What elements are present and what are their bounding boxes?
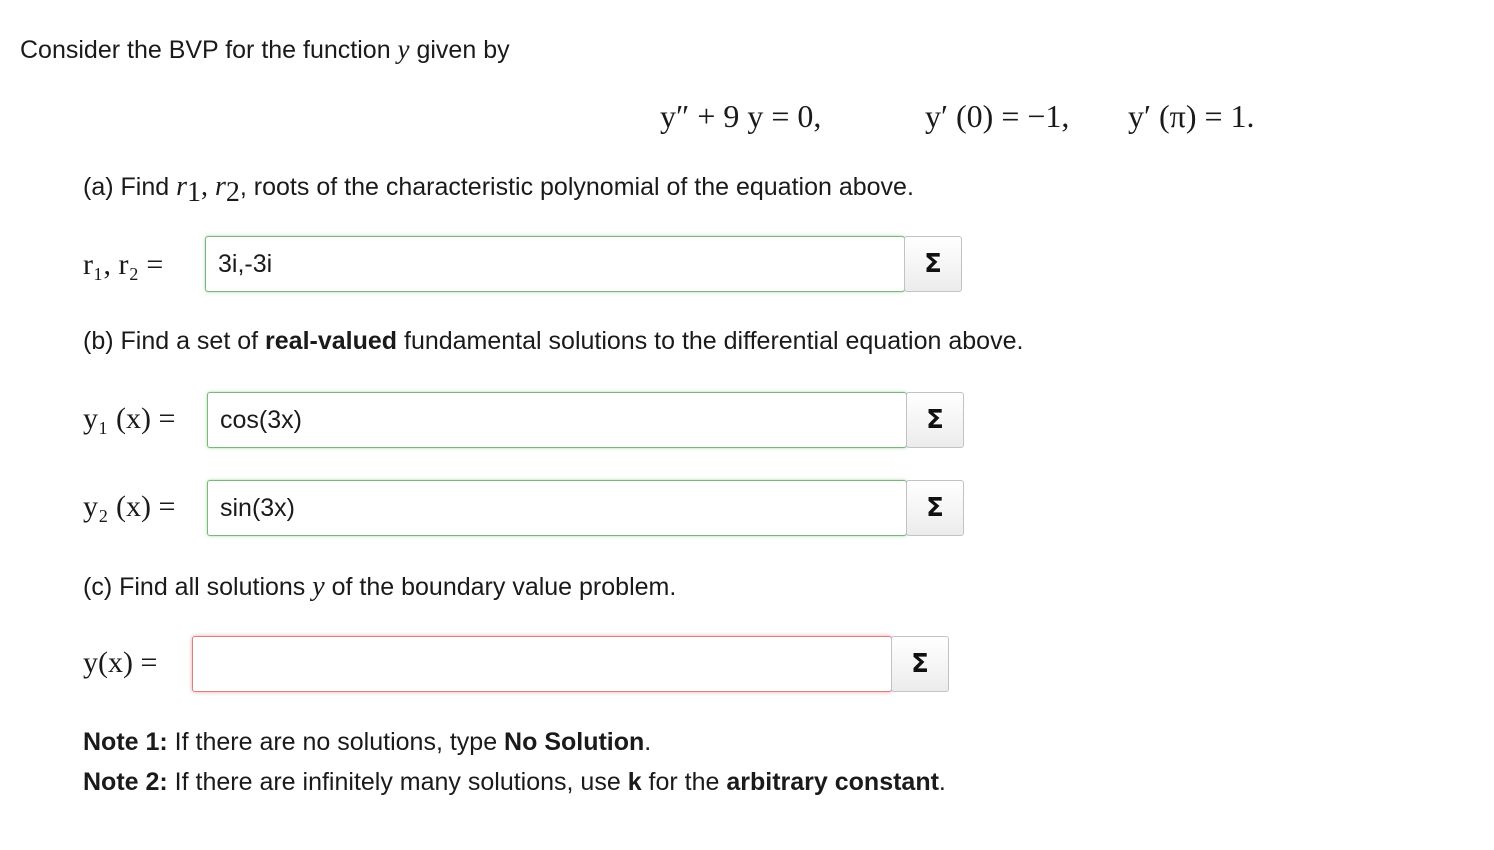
note-2-end: . xyxy=(938,768,946,796)
note-1-bold: No Solution xyxy=(504,728,645,756)
note-1 xyxy=(83,728,651,757)
question-b-suffix: fundamental solutions to the differential equation above. xyxy=(397,327,1024,355)
intro-text-after: given by xyxy=(409,36,510,64)
y2-answer-box xyxy=(207,480,907,536)
sigma-icon: Σ xyxy=(926,405,944,435)
note-2-bold: arbitrary constant xyxy=(726,768,939,796)
note-2-label: Note 2: xyxy=(83,768,168,796)
question-a-suffix: , roots of the characteristic polynomial of the equation above. xyxy=(239,173,914,201)
question-a-prefix: (a) Find xyxy=(83,173,177,201)
y2-input[interactable] xyxy=(208,481,906,535)
boundary-condition-2: y′ (π) = 1. xyxy=(1128,98,1255,134)
note-1-end: . xyxy=(644,728,652,756)
boundary-condition-1: y′ (0) = −1, xyxy=(925,98,1070,134)
y1-label: y₁ (x) = xyxy=(83,402,176,435)
question-b-bold: real-valued xyxy=(265,327,398,355)
y-input[interactable] xyxy=(193,637,891,691)
question-b xyxy=(83,327,1023,356)
ode-equation: y″ + 9 y = 0, xyxy=(660,98,822,134)
intro-function-var: y xyxy=(397,34,410,64)
bvp-equation xyxy=(0,98,1,99)
problem-intro xyxy=(20,34,510,65)
sigma-icon: Σ xyxy=(924,249,942,279)
r-comma: , xyxy=(201,171,215,202)
question-c-var: y xyxy=(312,571,325,602)
question-b-prefix: (b) Find a set of xyxy=(83,327,266,355)
roots-input[interactable] xyxy=(206,237,904,291)
r1-subscript: 1 xyxy=(187,177,201,208)
r1-symbol: r xyxy=(176,171,187,202)
y1-input[interactable] xyxy=(208,393,906,447)
note-2-mid: for the xyxy=(641,768,727,796)
note-2-text: If there are infinitely many solutions, use xyxy=(167,768,628,796)
r2-subscript: 2 xyxy=(225,177,240,208)
note-2 xyxy=(83,768,946,797)
question-a xyxy=(83,171,914,208)
note-2-k: k xyxy=(627,768,642,796)
roots-label: r₁, r₂ = xyxy=(83,248,164,281)
note-1-label: Note 1: xyxy=(83,728,168,756)
intro-text-before: Consider the BVP for the function xyxy=(20,36,398,64)
question-c-suffix: of the boundary value problem. xyxy=(324,573,677,601)
y1-sigma-button[interactable] xyxy=(906,392,964,448)
y-label: y(x) = xyxy=(83,646,158,679)
roots-answer-box xyxy=(205,236,905,292)
note-1-text: If there are no solutions, type xyxy=(167,728,505,756)
roots-sigma-button[interactable] xyxy=(904,236,962,292)
sigma-icon: Σ xyxy=(926,493,944,523)
y-answer-box xyxy=(192,636,892,692)
question-c-prefix: (c) Find all solutions xyxy=(83,573,313,601)
y2-sigma-button[interactable] xyxy=(906,480,964,536)
r2-symbol: r xyxy=(215,171,226,202)
question-c xyxy=(83,571,676,603)
sigma-icon: Σ xyxy=(911,649,929,679)
y1-answer-box xyxy=(207,392,907,448)
y-sigma-button[interactable] xyxy=(891,636,949,692)
y2-label: y₂ (x) = xyxy=(83,490,176,523)
